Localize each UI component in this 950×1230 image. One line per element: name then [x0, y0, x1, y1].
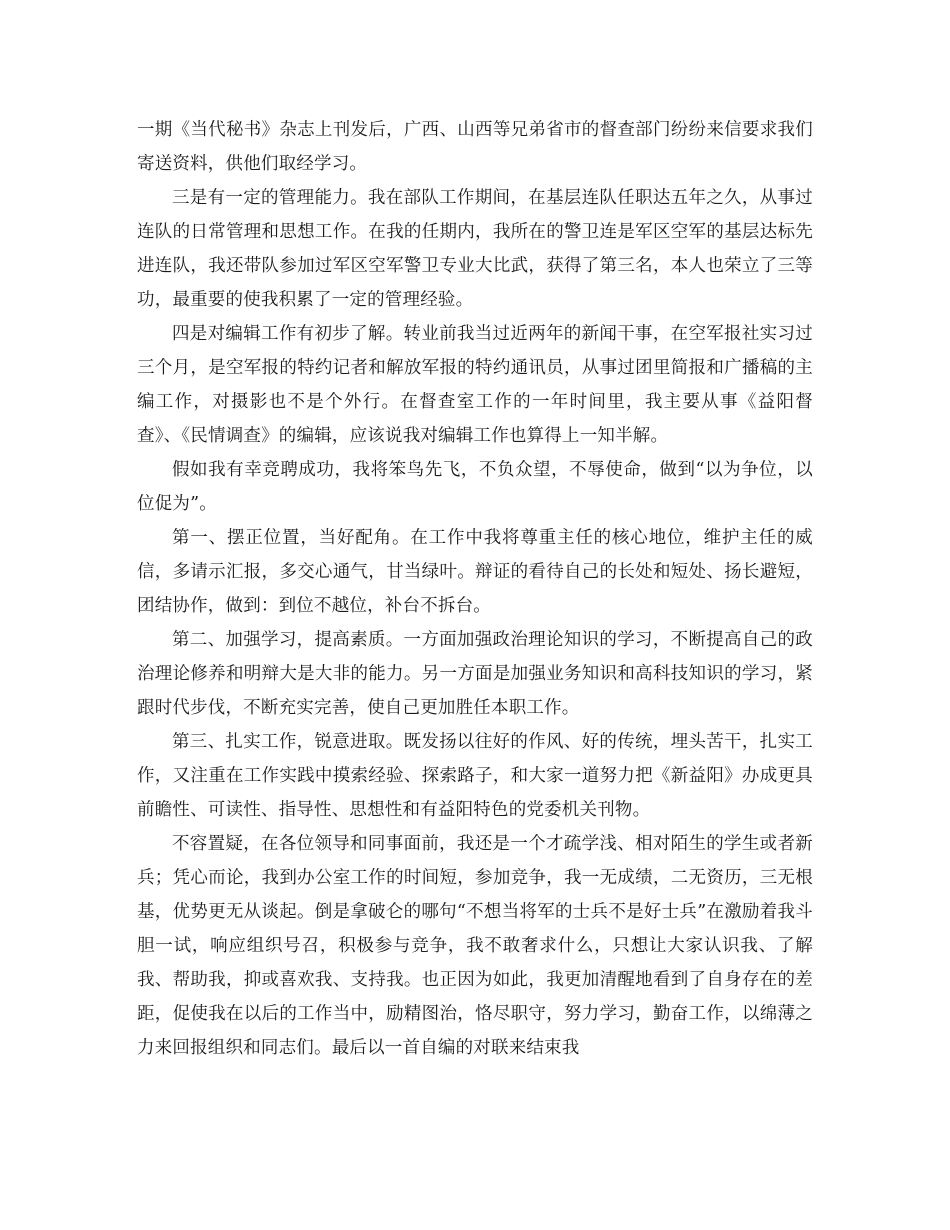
document-body: [137, 113, 813, 1065]
paragraph-3: 四是对编辑工作有初步了解。转业前我当过近两年的新闻干事，在空军报社实习过三个月，是空军报的特约记者和解放军报的特约通讯员，从事过团里简报和广播稿的主编工作，对摄影也不是个外行。在督查室工作的一年时间里，我主要从事《益阳督查》、《民情调查》的编辑，应该说我对编辑工作也算得上一知半解。: [137, 324, 813, 446]
paragraph-5: 第一、摆正位置，当好配角。在工作中我将尊重主任的核心地位，维护主任的威信，多请示汇报，多交心通气，甘当绿叶。辩证的看待自己的长处和短处、扬长避短，团结协作，做到：到位不越位，补台不拆台。: [137, 528, 813, 616]
paragraph-1: 一期《当代秘书》杂志上刊发后，广西、山西等兄弟省市的督查部门纷纷来信要求我们寄送资料，供他们取经学习。: [137, 120, 813, 174]
paragraph-4: 假如我有幸竞聘成功，我将笨鸟先飞，不负众望，不辱使命，做到“以为争位，以位促为”。: [137, 460, 813, 514]
paragraph-6: 第二、加强学习，提高素质。一方面加强政治理论知识的学习，不断提高自己的政治理论修养和明辩大是大非的能力。另一方面是加强业务知识和高科技知识的学习，紧跟时代步伐，不断充实完善，使自己更加胜任本职工作。: [137, 630, 813, 718]
paragraph-7: 第三、扎实工作，锐意进取。既发扬以往好的作风、好的传统，埋头苦干，扎实工作，又注重在工作实践中摸索经验、探索路子，和大家一道努力把《新益阳》办成更具前瞻性、可读性、指导性、思想性和有益阳特色的党委机关刊物。: [137, 732, 813, 820]
paragraph-8: 不容置疑，在各位领导和同事面前，我还是一个才疏学浅、相对陌生的学生或者新兵；凭心而论，我到办公室工作的时间短，参加竞争，我一无成绩，二无资历，三无根基，优势更无从谈起。倒是拿破仑的哪句“不想当将军的士兵不是好士兵”在激励着我斗胆一试，响应组织号召，积极参与竞争，我不敢奢求什么，只想让大家认识我、了解我、帮助我，抑或喜欢我、支持我。也正因为如此，我更加清醒地看到了自身存在的差距，促使我在以后的工作当中，励精图治，恪尽职守，努力学习，勤奋工作，以绵薄之力来回报组织和同志们。最后以一首自编的对联来结束我: [137, 834, 813, 1058]
paragraph-2: 三是有一定的管理能力。我在部队工作期间，在基层连队任职达五年之久，从事过连队的日常管理和思想工作。在我的任期内，我所在的警卫连是军区空军的基层达标先进连队，我还带队参加过军区空军警卫专业大比武，获得了第三名，本人也荣立了三等功，最重要的使我积累了一定的管理经验。: [137, 188, 813, 310]
